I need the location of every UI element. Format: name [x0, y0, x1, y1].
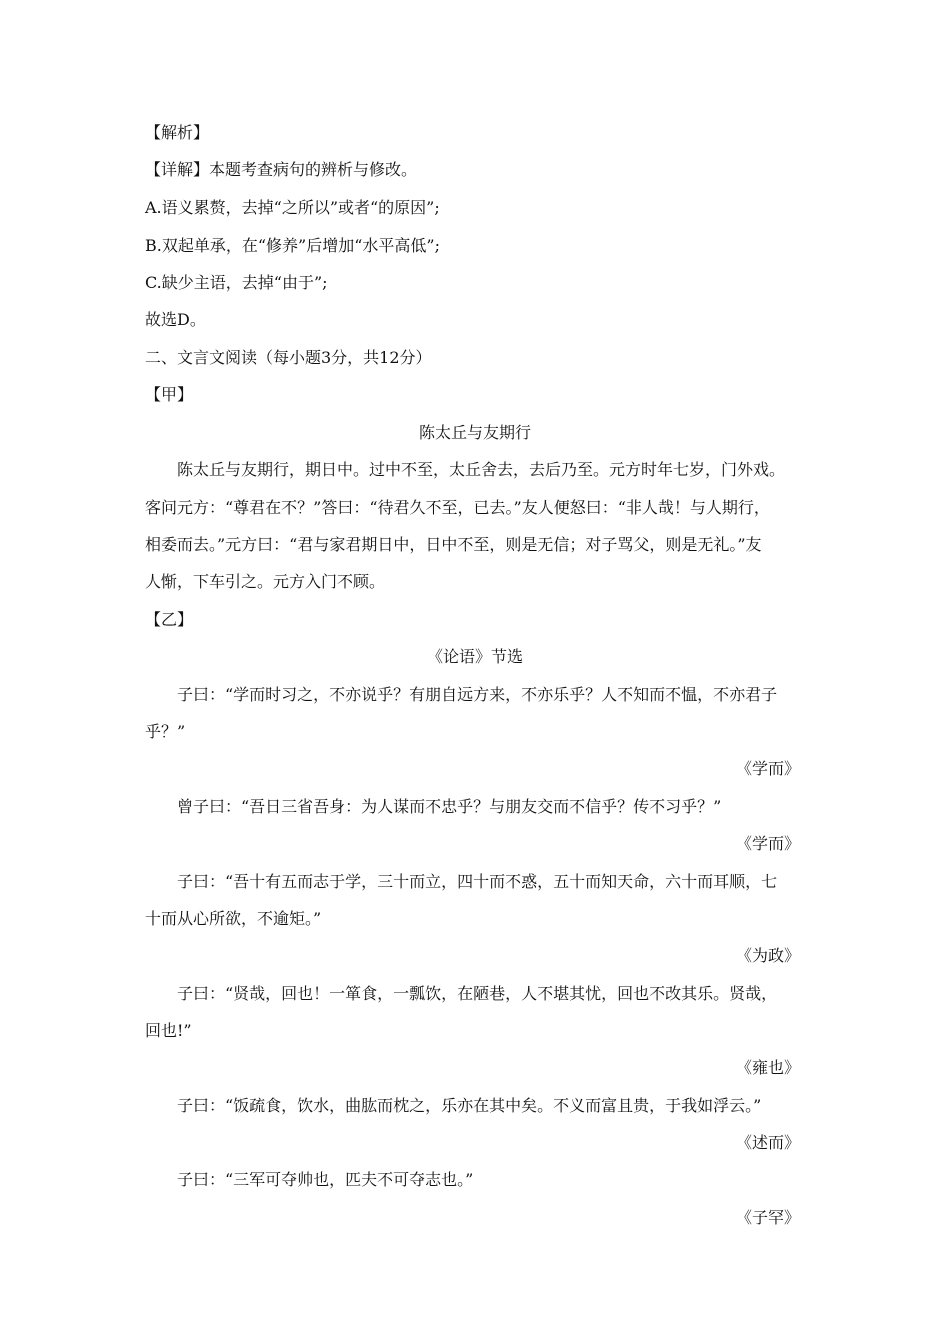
- yi-passage-line: 子曰：“学而时习之，不亦说乎？有朋自远方来，不亦乐乎？人不知而不愠，不亦君子: [177, 685, 778, 704]
- detail-label: 【详解】: [145, 160, 210, 179]
- yi-passage-line: 乎？”: [145, 722, 186, 741]
- yi-passage-line: 子曰：“贤哉，回也！一箪食，一瓢饮，在陋巷，人不堪其忧，回也不改其乐。贤哉，: [177, 984, 778, 1003]
- option-a: A.语义累赘，去掉“之所以”或者“的原因”;: [145, 198, 440, 217]
- yi-passage-source: 《雍也》: [735, 1058, 800, 1077]
- yi-passage-line: 子曰：“三军可夺帅也，匹夫不可夺志也。”: [177, 1170, 474, 1189]
- section-title: 二、文言文阅读（每小题3分，共12分）: [145, 348, 432, 367]
- answer-line: 故选D。: [145, 310, 206, 329]
- yi-passage-source: 《述而》: [735, 1133, 800, 1152]
- yi-passage-line: 回也!”: [145, 1021, 192, 1040]
- yi-passage-source: 《学而》: [735, 834, 800, 853]
- yi-title: 《论语》节选: [426, 647, 523, 666]
- analysis-heading: 【解析】: [145, 123, 210, 142]
- detail-text: 本题考查病句的辨析与修改。: [209, 160, 418, 179]
- jia-text-line: 客问元方：“尊君在不？”答曰：“待君久不至，已去。”友人便怒曰：“非人哉！与人期行，: [145, 498, 770, 517]
- yi-passage-line: 十而从心所欲，不逾矩。”: [145, 909, 322, 928]
- yi-passage-line: 子曰：“饭疏食，饮水，曲肱而枕之，乐亦在其中矣。不义而富且贵，于我如浮云。”: [177, 1096, 762, 1115]
- analysis-detail-line: [145, 160, 805, 180]
- option-b: B.双起单承，在“修养”后增加“水平高低”;: [145, 236, 440, 255]
- yi-passage-source: 《学而》: [735, 759, 800, 778]
- yi-passage-line: 曾子曰：“吾日三省吾身：为人谋而不忠乎？与朋友交而不信乎？传不习乎？”: [177, 797, 722, 816]
- jia-text-line: 相委而去。”元方曰：“君与家君期日中，日中不至，则是无信；对子骂父，则是无礼。”友: [145, 535, 762, 554]
- yi-passage-line: 子曰：“吾十有五而志于学，三十而立，四十而不惑，五十而知天命，六十而耳顺，七: [177, 872, 778, 891]
- yi-label: 【乙】: [145, 610, 194, 629]
- jia-label: 【甲】: [145, 385, 194, 404]
- jia-text-line: 人惭，下车引之。元方入门不顾。: [145, 572, 386, 591]
- yi-passage-source: 《子罕》: [735, 1208, 800, 1227]
- jia-text-line: 陈太丘与友期行，期日中。过中不至，太丘舍去，去后乃至。元方时年七岁，门外戏。: [177, 460, 786, 479]
- option-c: C.缺少主语，去掉“由于”;: [145, 273, 328, 292]
- jia-title: 陈太丘与友期行: [418, 423, 531, 442]
- yi-passage-source: 《为政》: [735, 946, 800, 965]
